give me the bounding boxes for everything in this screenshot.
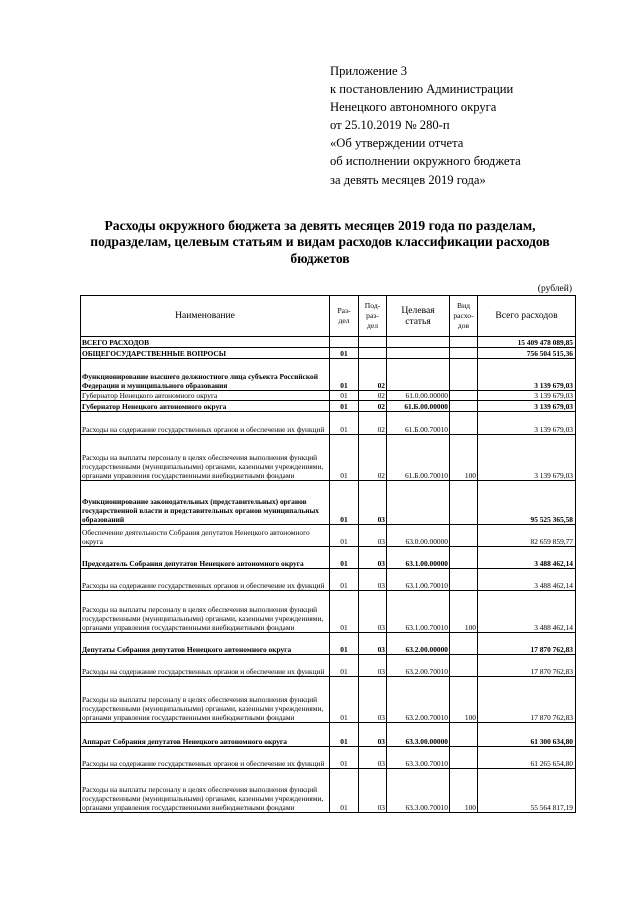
cell-section: 01 bbox=[330, 391, 359, 401]
cell-total: 15 409 478 089,85 bbox=[478, 337, 576, 348]
cell-name: Функционирование высшего должностного лица субъекта Российской Федерации и муниципального образования bbox=[81, 359, 330, 391]
cell-section: 01 bbox=[330, 747, 359, 769]
table-row bbox=[81, 412, 576, 435]
cell-name: Расходы на содержание государственных органов и обеспечение их функций bbox=[81, 569, 330, 591]
cell-total: 61 300 634,80 bbox=[478, 723, 576, 747]
cell-target: 63.2.00.70010 bbox=[387, 655, 450, 677]
table-row bbox=[81, 633, 576, 655]
cell-target: 63.3.00.70010 bbox=[387, 769, 450, 813]
table-row bbox=[81, 481, 576, 525]
cell-target: 61.Б.00.70010 bbox=[387, 435, 450, 481]
cell-target: 61.Б.00.00000 bbox=[387, 401, 450, 412]
cell-kind: 100 bbox=[450, 591, 478, 633]
cell-target: 63.3.00.70010 bbox=[387, 747, 450, 769]
cell-section: 01 bbox=[330, 525, 359, 547]
cell-target bbox=[387, 348, 450, 359]
table-row bbox=[81, 569, 576, 591]
cell-name: Расходы на выплаты персоналу в целях обеспечения выполнения функций государственными (муниципальными) органами, казенными учреждениями, органами управления государственными внебюджетными фондами bbox=[81, 769, 330, 813]
cell-name: Расходы на выплаты персоналу в целях обеспечения выполнения функций государственными (муниципальными) органами, казенными учреждениями, органами управления государственными внебюджетными фондами bbox=[81, 591, 330, 633]
cell-target: 63.1.00.70010 bbox=[387, 591, 450, 633]
cell-kind: 100 bbox=[450, 769, 478, 813]
header-kind: Вид расхо- дов bbox=[450, 296, 478, 337]
cell-section: 01 bbox=[330, 569, 359, 591]
cell-total: 3 488 462,14 bbox=[478, 547, 576, 569]
annex-line: «Об утверждении отчета bbox=[330, 136, 464, 151]
cell-subsection: 03 bbox=[359, 569, 387, 591]
cell-name: Расходы на выплаты персоналу в целях обеспечения выполнения функций государственными (муниципальными) органами, казенными учреждениями, органами управления государственными внебюджетными фондами bbox=[81, 435, 330, 481]
cell-kind bbox=[450, 481, 478, 525]
table-row bbox=[81, 723, 576, 747]
cell-subsection: 02 bbox=[359, 391, 387, 401]
title-line: бюджетов bbox=[290, 250, 350, 266]
cell-subsection: 03 bbox=[359, 769, 387, 813]
table-row bbox=[81, 435, 576, 481]
cell-section: 01 bbox=[330, 677, 359, 723]
cell-section: 01 bbox=[330, 547, 359, 569]
table-body bbox=[81, 337, 576, 813]
cell-section: 01 bbox=[330, 401, 359, 412]
cell-subsection bbox=[359, 348, 387, 359]
cell-subsection: 03 bbox=[359, 723, 387, 747]
cell-section: 01 bbox=[330, 359, 359, 391]
table-row bbox=[81, 337, 576, 348]
cell-subsection: 02 bbox=[359, 412, 387, 435]
cell-subsection: 03 bbox=[359, 547, 387, 569]
cell-target: 63.1.00.70010 bbox=[387, 569, 450, 591]
cell-total: 3 488 462,14 bbox=[478, 569, 576, 591]
cell-subsection: 03 bbox=[359, 591, 387, 633]
header-total: Всего расходов bbox=[478, 296, 576, 337]
cell-section bbox=[330, 337, 359, 348]
table-row bbox=[81, 348, 576, 359]
cell-section: 01 bbox=[330, 769, 359, 813]
cell-name: Депутаты Собрания депутатов Ненецкого автономного округа bbox=[81, 633, 330, 655]
budget-table bbox=[80, 295, 576, 813]
cell-kind bbox=[450, 391, 478, 401]
cell-kind bbox=[450, 359, 478, 391]
cell-kind bbox=[450, 655, 478, 677]
unit-label: (рублей) bbox=[537, 284, 572, 294]
cell-kind bbox=[450, 412, 478, 435]
table-row bbox=[81, 401, 576, 412]
table-row bbox=[81, 391, 576, 401]
cell-subsection: 03 bbox=[359, 747, 387, 769]
table-row bbox=[81, 591, 576, 633]
cell-target: 63.1.00.00000 bbox=[387, 547, 450, 569]
cell-target bbox=[387, 337, 450, 348]
cell-section: 01 bbox=[330, 591, 359, 633]
cell-kind bbox=[450, 525, 478, 547]
table-row bbox=[81, 747, 576, 769]
cell-name: Председатель Собрания депутатов Ненецкого автономного округа bbox=[81, 547, 330, 569]
cell-subsection bbox=[359, 337, 387, 348]
cell-name: Губернатор Ненецкого автономного округа bbox=[81, 401, 330, 412]
cell-total: 3 139 679,03 bbox=[478, 359, 576, 391]
cell-kind bbox=[450, 723, 478, 747]
cell-subsection: 03 bbox=[359, 633, 387, 655]
cell-target: 63.2.00.70010 bbox=[387, 677, 450, 723]
cell-target: 63.2.00.00000 bbox=[387, 633, 450, 655]
cell-name: Расходы на содержание государственных органов и обеспечение их функций bbox=[81, 412, 330, 435]
cell-kind: 100 bbox=[450, 677, 478, 723]
cell-total: 82 659 859,77 bbox=[478, 525, 576, 547]
header-section: Раз- дел bbox=[330, 296, 359, 337]
cell-name: ОБЩЕГОСУДАРСТВЕННЫЕ ВОПРОСЫ bbox=[81, 348, 330, 359]
table-header-row bbox=[81, 296, 576, 337]
cell-kind bbox=[450, 337, 478, 348]
table-row bbox=[81, 655, 576, 677]
cell-name: Обеспечение деятельности Собрания депутатов Ненецкого автономного округа bbox=[81, 525, 330, 547]
cell-subsection: 02 bbox=[359, 401, 387, 412]
cell-total: 756 504 515,36 bbox=[478, 348, 576, 359]
cell-section: 01 bbox=[330, 435, 359, 481]
annex-line: об исполнении окружного бюджета bbox=[330, 154, 521, 169]
annex-line: Ненецкого автономного округа bbox=[330, 100, 497, 115]
cell-subsection: 03 bbox=[359, 481, 387, 525]
annex-line: от 25.10.2019 № 280-п bbox=[330, 118, 450, 133]
cell-total: 17 870 762,83 bbox=[478, 677, 576, 723]
cell-total: 95 525 365,58 bbox=[478, 481, 576, 525]
cell-kind bbox=[450, 569, 478, 591]
cell-name: Расходы на выплаты персоналу в целях обеспечения выполнения функций государственными (муниципальными) органами, казенными учреждениями, органами управления государственными внебюджетными фондами bbox=[81, 677, 330, 723]
cell-name: Расходы на содержание государственных органов и обеспечение их функций bbox=[81, 655, 330, 677]
header-target: Целевая статья bbox=[387, 296, 450, 337]
cell-section: 01 bbox=[330, 481, 359, 525]
cell-subsection: 03 bbox=[359, 655, 387, 677]
header-name: Наименование bbox=[81, 296, 330, 337]
cell-subsection: 02 bbox=[359, 435, 387, 481]
cell-subsection: 03 bbox=[359, 677, 387, 723]
cell-kind bbox=[450, 547, 478, 569]
cell-kind: 100 bbox=[450, 435, 478, 481]
cell-target bbox=[387, 481, 450, 525]
cell-target bbox=[387, 359, 450, 391]
cell-subsection: 03 bbox=[359, 525, 387, 547]
cell-target: 61.Б.00.70010 bbox=[387, 412, 450, 435]
cell-section: 01 bbox=[330, 655, 359, 677]
cell-total: 3 139 679,03 bbox=[478, 401, 576, 412]
cell-kind bbox=[450, 401, 478, 412]
title-line: Расходы окружного бюджета за девять месяцев 2019 года по разделам, bbox=[104, 218, 536, 233]
cell-kind bbox=[450, 633, 478, 655]
cell-name: Аппарат Собрания депутатов Ненецкого автономного округа bbox=[81, 723, 330, 747]
cell-total: 3 139 679,03 bbox=[478, 412, 576, 435]
table-row bbox=[81, 769, 576, 813]
document-title bbox=[70, 218, 570, 267]
cell-section: 01 bbox=[330, 723, 359, 747]
cell-kind bbox=[450, 747, 478, 769]
cell-target: 63.3.00.00000 bbox=[387, 723, 450, 747]
cell-total: 3 139 679,03 bbox=[478, 435, 576, 481]
cell-kind bbox=[450, 348, 478, 359]
cell-name: ВСЕГО РАСХОДОВ bbox=[81, 337, 330, 348]
cell-section: 01 bbox=[330, 348, 359, 359]
cell-target: 63.0.00.00000 bbox=[387, 525, 450, 547]
cell-subsection: 02 bbox=[359, 359, 387, 391]
cell-total: 17 870 762,83 bbox=[478, 655, 576, 677]
cell-total: 55 564 817,19 bbox=[478, 769, 576, 813]
table-row bbox=[81, 525, 576, 547]
cell-total: 3 488 462,14 bbox=[478, 591, 576, 633]
annex-line: к постановлению Администрации bbox=[330, 82, 514, 97]
cell-name: Губернатор Ненецкого автономного округа bbox=[81, 391, 330, 401]
cell-total: 17 870 762,83 bbox=[478, 633, 576, 655]
table-row bbox=[81, 547, 576, 569]
annex-line: за девять месяцев 2019 года» bbox=[330, 172, 486, 187]
header-subsection: Под- раз- дел bbox=[359, 296, 387, 337]
table-row bbox=[81, 677, 576, 723]
annex-line: Приложение 3 bbox=[330, 64, 408, 78]
cell-section: 01 bbox=[330, 633, 359, 655]
cell-section: 01 bbox=[330, 412, 359, 435]
cell-target: 61.0.00.00000 bbox=[387, 391, 450, 401]
table-row bbox=[81, 359, 576, 391]
title-line: подразделам, целевым статьям и видам расходов классификации расходов bbox=[90, 234, 550, 250]
cell-total: 3 139 679,03 bbox=[478, 391, 576, 401]
cell-name: Функционирование законодательных (представительных) органов государственной власти и представительных органов муниципальных образований bbox=[81, 481, 330, 525]
annex-block bbox=[330, 62, 620, 189]
cell-total: 61 265 654,80 bbox=[478, 747, 576, 769]
cell-name: Расходы на содержание государственных органов и обеспечение их функций bbox=[81, 747, 330, 769]
